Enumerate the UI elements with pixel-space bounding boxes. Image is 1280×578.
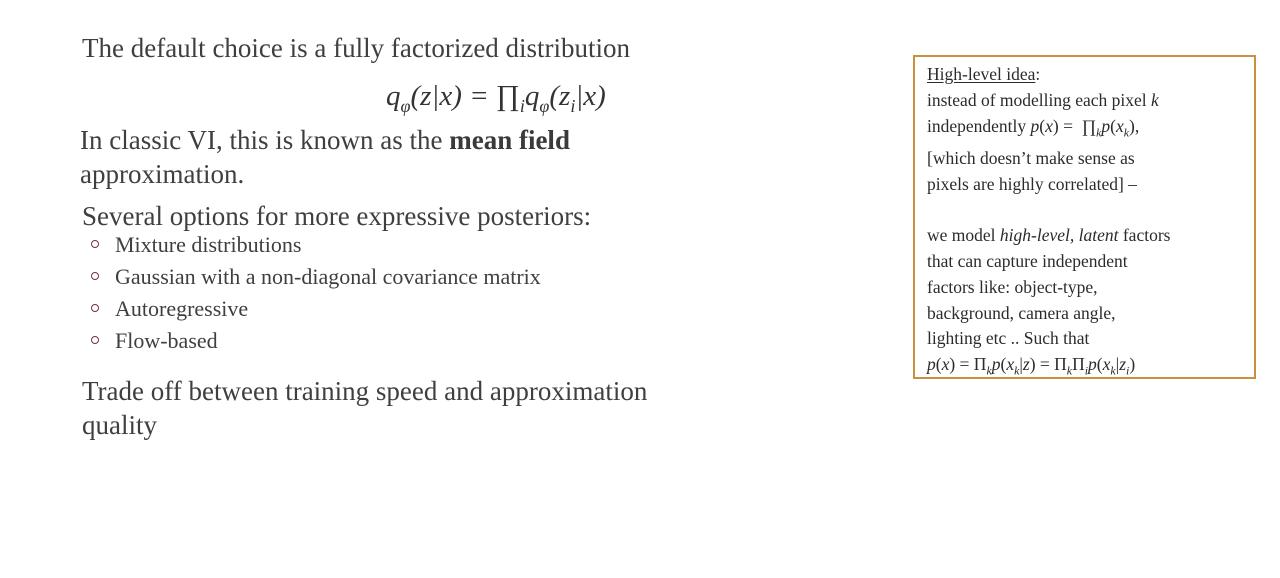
circle-bullet-icon	[91, 272, 99, 280]
note-line-heading: High-level idea:	[927, 64, 1041, 84]
circle-bullet-icon	[91, 240, 99, 248]
circle-bullet-icon	[91, 304, 99, 312]
note-line: instead of modelling each pixel k	[927, 89, 1159, 110]
list-item-autoregressive	[90, 293, 541, 325]
slide-title: The default choice is a fully factorized distribution	[82, 33, 631, 63]
list-item-mixture	[90, 229, 541, 261]
list-item-flow-based	[90, 325, 541, 357]
paragraph-tradeoff: Trade off between training speed and approximation quality	[82, 376, 648, 440]
paragraph-options-heading: Several options for more expressive posteriors:	[82, 201, 592, 231]
note-line-formula: independently $p(x) = \prod_kp(x_k)$,	[927, 115, 1140, 140]
mean-field-formula: $q_\varphi(z|x)$ = $\prod_iq_\varphi(z_i|x)$	[386, 80, 606, 116]
note-box	[913, 55, 1256, 379]
bullet-text: Mixture distributions	[115, 232, 302, 257]
circle-bullet-icon	[91, 336, 99, 344]
note-line: background, camera angle,	[927, 302, 1116, 323]
note-line: factors like: object-type,	[927, 276, 1098, 297]
note-line-formula: $p(x) = \Pi_kp(x_k|z) = \Pi_k\Pi_ip(x_k|z_i)$	[927, 354, 1136, 378]
bullet-text: Gaussian with a non-diagonal covariance matrix	[115, 264, 541, 289]
note-line: pixels are highly correlated] –	[927, 173, 1137, 194]
note-line-blank	[927, 197, 1244, 223]
bullet-text: Flow-based	[115, 328, 218, 353]
note-line: [which doesn’t make sense as	[927, 147, 1135, 168]
note-line: we model high-level, latent factors	[927, 225, 1171, 246]
list-item-gaussian	[90, 261, 541, 293]
bullet-text: Autoregressive	[115, 296, 249, 321]
note-line: lighting etc .. Such that	[927, 328, 1090, 349]
paragraph-mean-field: In classic VI, this is known as the mean field approximation.	[80, 125, 570, 189]
note-line: that can capture independent	[927, 251, 1128, 272]
bullet-list	[90, 229, 541, 357]
